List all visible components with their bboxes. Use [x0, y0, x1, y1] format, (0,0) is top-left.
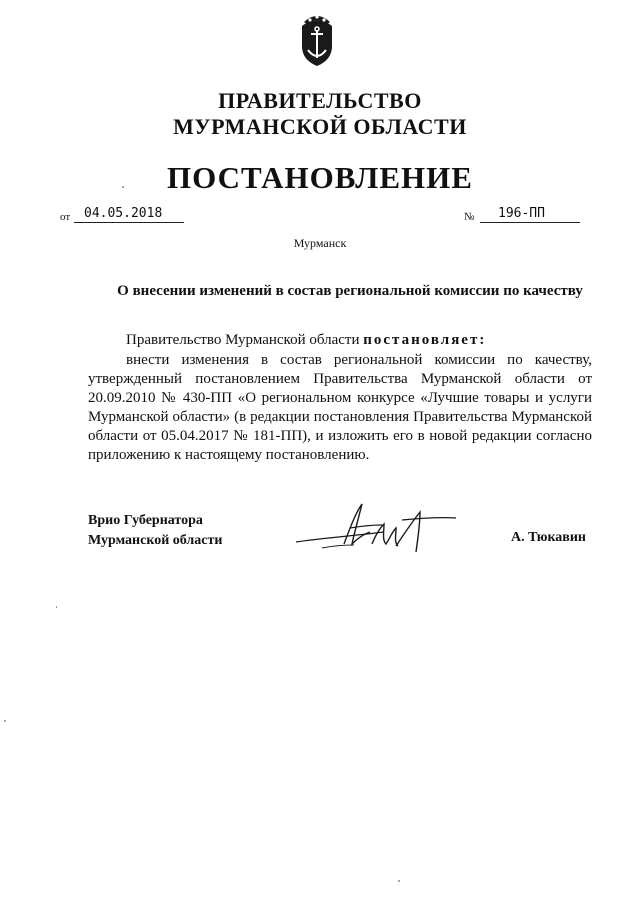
city-name: Мурманск	[293, 236, 347, 250]
body-paragraph: внести изменения в состав региональной комиссии по качеству, утвержденный постановлением Правительства Мурманской области от 20.09.2010 № 430-ПП «О региональном конкурсе «Лучшие товары и услуги Мурманской области» (в редакции постановления Правительства Мурманской области от 05.04.2017 № 181-ПП), и изложить его в новой редакции согласно приложению к настоящему постановлению.	[88, 352, 592, 463]
date-prefix: от	[60, 211, 71, 223]
handwritten-signature	[292, 498, 462, 560]
signer-position	[88, 511, 222, 551]
intro-line	[126, 332, 486, 349]
document-type-title: ПОСТАНОВЛЕНИЕ	[167, 160, 473, 195]
signer-name: А. Тюкавин	[511, 530, 586, 545]
signer-position-line2: Мурманской области	[88, 533, 223, 548]
number-prefix: №	[464, 211, 475, 223]
scan-speck	[122, 186, 124, 188]
scan-speck	[4, 720, 6, 722]
government-name-line2: МУРМАНСКОЙ ОБЛАСТИ	[173, 114, 467, 139]
intro-emphasis: постановляет:	[363, 332, 487, 348]
coat-of-arms-icon	[294, 12, 340, 68]
signer-position-line1: Врио Губернатора	[88, 513, 203, 528]
government-name-line1: ПРАВИТЕЛЬСТВО	[218, 88, 422, 113]
document-date: 04.05.2018	[74, 206, 184, 223]
intro-text: Правительство Мурманской области	[126, 332, 360, 348]
document-subject: О внесении изменений в состав региональной комиссии по качеству	[117, 283, 583, 299]
document-number: 196-ПП	[480, 206, 580, 223]
scan-speck	[56, 606, 57, 608]
scan-speck	[398, 880, 400, 882]
